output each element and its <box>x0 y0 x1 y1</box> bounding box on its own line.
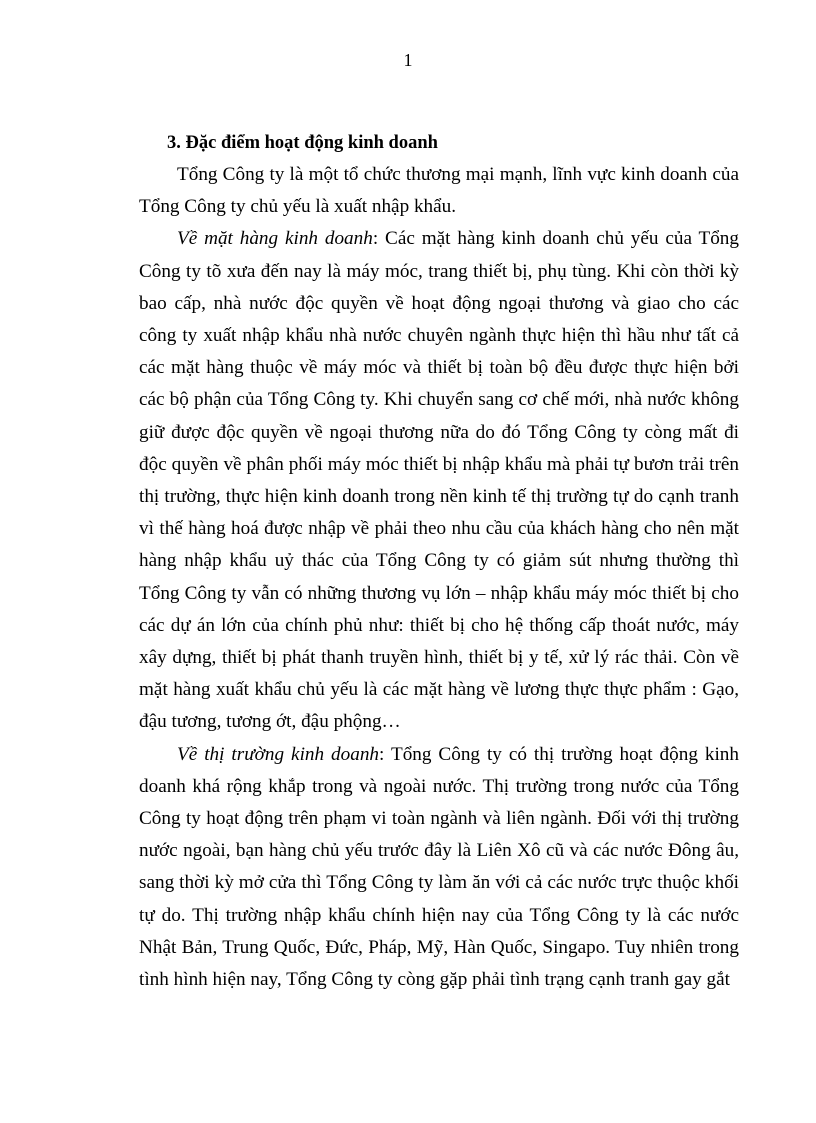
paragraph-lead: Về mặt hàng kinh doanh <box>177 228 373 250</box>
paragraph-text: Tổng Công ty là một tổ chức thương mại mạnh, lĩnh vực kinh doanh của Tổng Công ty chủ yếu là xuất nhập khẩu. <box>139 164 739 218</box>
section-heading: 3. Đặc điểm hoạt động kinh doanh <box>167 133 438 153</box>
paragraph-text: : Tổng Công ty có thị trường hoạt động kinh doanh khá rộng khắp trong và ngoài nước. Thị trường trong nước của Tổng Công ty hoạt động trên phạm vi toàn ngành và liên ngành. Đối với thị trường nước ngoài, bạn hàng chủ yếu trước đây là Liên Xô cũ và các nước Đông âu, sang thời kỳ mở cửa thì Tổng Công ty làm ăn với cả các nước trực thuộc khối tự do. Thị trường nhập khẩu chính hiện nay của Tổng Công ty là các nước Nhật Bản, Trung Quốc, Đức, Pháp, Mỹ, Hàn Quốc, Singapo. Tuy nhiên trong tình hình hiện nay, Tổng Công ty còng gặp phải tình trạng cạnh tranh gay gắt <box>139 743 739 991</box>
paragraph-products <box>139 223 739 738</box>
paragraph-text: : Các mặt hàng kinh doanh chủ yếu của Tổng Công ty tõ xưa đến nay là máy móc, trang thiết bị, phụ tùng. Khi còn thời kỳ bao cấp, nhà nước độc quyền về hoạt động ngoại thương và giao cho các công ty xuất nhập khẩu nhà nước chuyên ngành thực hiện thì hầu như tất cả các mặt hàng thuộc về máy móc và thiết bị toàn bộ đều được thực hiện bởi các bộ phận của Tổng Công ty. Khi chuyển sang cơ chế mới, nhà nước không giữ được độc quyền về ngoại thương nữa do đó Tổng Công ty còng mất đi độc quyền về phân phối máy móc thiết bị nhập khẩu mà phải tự bươn trải trên thị trường, thực hiện kinh doanh trong nền kinh tế thị trường tự do cạnh tranh vì thế hàng hoá được nhập về phải theo nhu cầu của khách hàng cho nên mặt hàng nhập khẩu uỷ thác của Tổng Công ty có giảm sút nhưng thường thì Tổng Công ty vẫn có những thương vụ lớn – nhập khẩu máy móc thiết bị cho các dự án lớn của chính phủ như: thiết bị cho hệ thống cấp thoát nước, máy xây dựng, thiết bị phát thanh truyền hình, thiết bị y tế, xử lý rác thải. Còn về mặt hàng xuất khẩu chủ yếu là các mặt hàng về lương thực thực phẩm : Gạo, đậu tương, tương ớt, đậu phộng… <box>139 228 739 733</box>
paragraph-lead: Về thị trường kinh doanh <box>177 743 380 765</box>
paragraph-markets <box>139 739 739 997</box>
page-number: 1 <box>403 50 413 70</box>
document-body <box>139 127 739 996</box>
paragraph-intro <box>139 159 739 223</box>
